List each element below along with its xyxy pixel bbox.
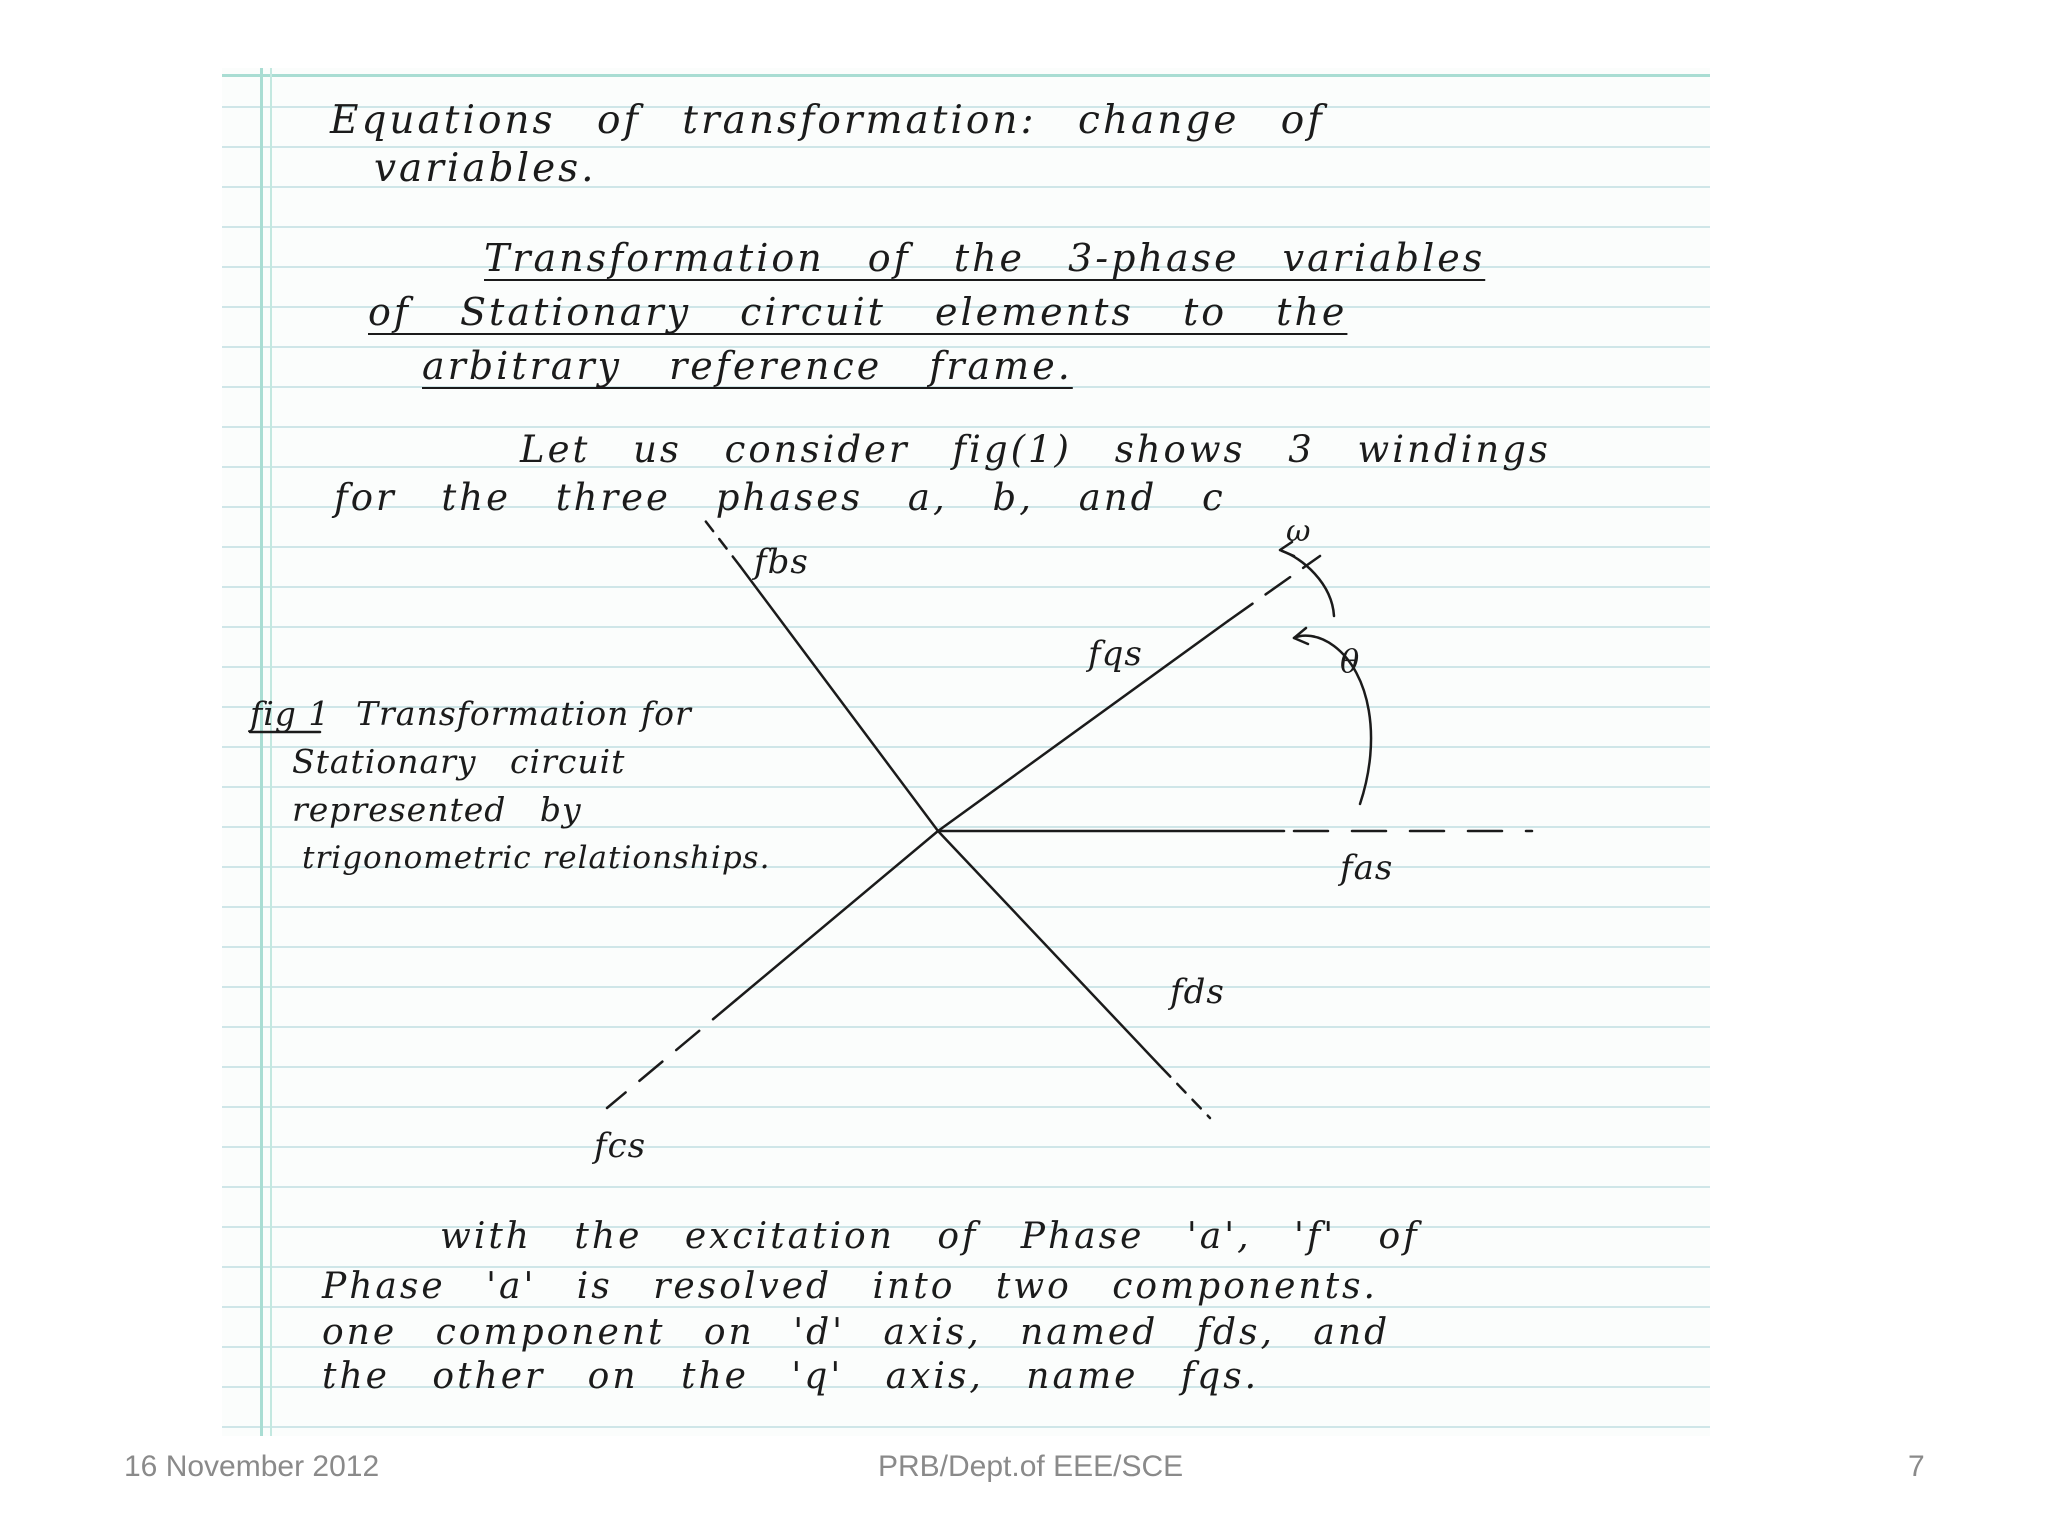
footer-date: 16 November 2012: [124, 1450, 380, 1483]
label-fas: fas: [1340, 848, 1394, 888]
figure-caption-label: fig 1: [250, 694, 331, 733]
bs-axis-line: [740, 566, 938, 831]
ds-axis-dashed: [1162, 1068, 1210, 1118]
heading-line-1: Equations of transformation: change of: [330, 98, 1325, 143]
footer-page-number: 7: [1908, 1450, 1925, 1483]
paragraph-1-line-1: Let us consider fig(1) shows 3 windings: [520, 428, 1551, 471]
subheading-line-1: Transformation of the 3-phase variables: [484, 236, 1486, 280]
omega-arc: [1282, 551, 1334, 616]
label-fds: fds: [1170, 972, 1225, 1012]
bs-axis-dashed: [700, 514, 740, 566]
qs-axis-line: [938, 621, 1228, 831]
ds-axis-line: [938, 831, 1162, 1068]
label-fbs: fbs: [754, 542, 809, 582]
cs-axis-dashed: [607, 1000, 736, 1108]
notebook-page: [222, 68, 1710, 1436]
footer-department: PRB/Dept.of EEE/SCE: [878, 1450, 1184, 1483]
label-theta: θ: [1340, 642, 1361, 680]
heading-line-2: variables.: [374, 146, 597, 191]
paragraph-2-line-3: one component on 'd' axis, named fds, and: [322, 1312, 1391, 1353]
label-fcs: fcs: [594, 1126, 647, 1166]
figure-caption-line-3: represented by: [292, 790, 582, 829]
label-omega: ω: [1286, 514, 1312, 549]
paragraph-2-line-4: the other on the 'q' axis, name fqs.: [322, 1356, 1260, 1397]
paragraph-1-line-2: for the three phases a, b, and c: [334, 476, 1226, 519]
figure-caption-line-4: trigonometric relationships.: [302, 840, 771, 876]
label-fqs: fqs: [1088, 634, 1143, 674]
figure-caption-line-1: Transformation for: [356, 694, 692, 733]
subheading-line-3: arbitrary reference frame.: [422, 344, 1073, 388]
subheading-line-2: of Stationary circuit elements to the: [368, 290, 1348, 334]
paragraph-2-line-2: Phase 'a' is resolved into two components.: [322, 1266, 1378, 1307]
figure-caption-line-2: Stationary circuit: [292, 742, 626, 781]
paragraph-2-line-1: with the excitation of Phase 'a', 'f' of: [440, 1216, 1420, 1257]
